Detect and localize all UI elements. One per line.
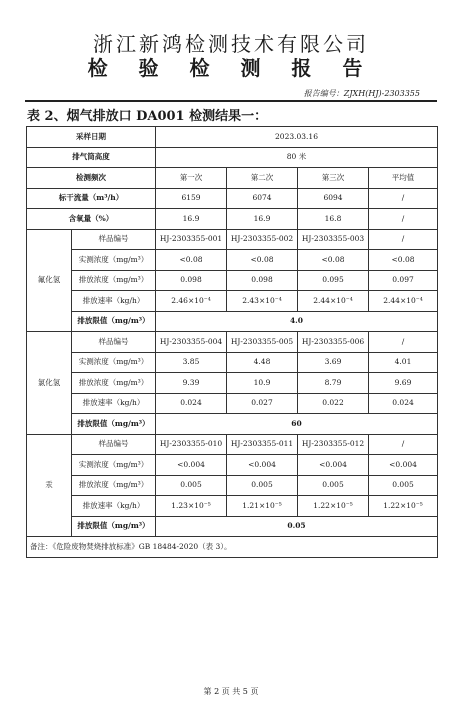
- table-cell: 0.024: [156, 393, 227, 414]
- table-cell: 0.098: [156, 270, 227, 291]
- sampling-date-label: 采样日期: [27, 127, 156, 148]
- table-cell: 6074: [227, 188, 298, 209]
- table-cell: /: [369, 188, 438, 209]
- limit-value: 4.0: [156, 311, 438, 332]
- table-cell: 16.8: [298, 209, 369, 230]
- table-row: [27, 496, 438, 517]
- table-cell: 3.85: [156, 352, 227, 373]
- table-cell: 6094: [298, 188, 369, 209]
- table-cell: 0.095: [298, 270, 369, 291]
- table-row: [27, 516, 438, 537]
- table-cell: 9.39: [156, 373, 227, 394]
- table-cell: HJ-2303355-003: [298, 229, 369, 250]
- table-cell: 16.9: [227, 209, 298, 230]
- col-header: 第二次: [227, 168, 298, 189]
- table-row: [27, 414, 438, 435]
- table-title: 表 2、烟气排放口 DA001 检测结果一：: [27, 109, 268, 124]
- table-cell: HJ-2303355-004: [156, 332, 227, 353]
- table-cell: 2.43×10⁻⁴: [227, 291, 298, 312]
- table-row: [27, 168, 438, 189]
- table-cell: 16.9: [156, 209, 227, 230]
- table-row: [27, 537, 438, 558]
- pollutant-name: 氯化氢: [27, 332, 72, 435]
- pollutant-name: 氟化氢: [27, 229, 72, 332]
- table-cell: HJ-2303355-012: [298, 434, 369, 455]
- table-row: [27, 147, 438, 168]
- table-cell: <0.08: [298, 250, 369, 271]
- table-cell: /: [369, 229, 438, 250]
- table-cell: 0.022: [298, 393, 369, 414]
- sampling-date-value: 2023.03.16: [156, 127, 438, 148]
- company-name: 浙江新鸿检测技术有限公司: [93, 32, 369, 56]
- table-cell: <0.004: [227, 455, 298, 476]
- table-cell: /: [369, 332, 438, 353]
- limit-value: 60: [156, 414, 438, 435]
- table-cell: 0.005: [369, 475, 438, 496]
- table-cell: HJ-2303355-001: [156, 229, 227, 250]
- table-cell: <0.004: [156, 455, 227, 476]
- table-row: [27, 270, 438, 291]
- pollutant-name: 汞: [27, 434, 72, 537]
- table-cell: 10.9: [227, 373, 298, 394]
- col-header: 第三次: [298, 168, 369, 189]
- table-cell: 0.005: [227, 475, 298, 496]
- table-cell: 0.098: [227, 270, 298, 291]
- frequency-label: 检测频次: [27, 168, 156, 189]
- table-cell: 1.21×10⁻⁵: [227, 496, 298, 517]
- row-label: 排放速率（kg/h）: [72, 291, 156, 312]
- table-cell: 9.69: [369, 373, 438, 394]
- table-cell: 4.01: [369, 352, 438, 373]
- table-cell: HJ-2303355-011: [227, 434, 298, 455]
- limit-label: 排放限值（mg/m³）: [72, 311, 156, 332]
- row-label: 排放速率（kg/h）: [72, 496, 156, 517]
- table-row: [27, 455, 438, 476]
- row-label: 排放浓度（mg/m³）: [72, 270, 156, 291]
- table-row: [27, 291, 438, 312]
- table-row: [27, 434, 438, 455]
- table-cell: HJ-2303355-010: [156, 434, 227, 455]
- table-cell: 6159: [156, 188, 227, 209]
- table-cell: 0.005: [298, 475, 369, 496]
- page-footer: 第 2 页 共 5 页: [203, 687, 259, 696]
- flow-label: 标干流量（m³/h）: [27, 188, 156, 209]
- table-row: [27, 209, 438, 230]
- row-label: 样品编号: [72, 434, 156, 455]
- note: 备注：《危险废物焚烧排放标准》GB 18484-2020（表 3）。: [27, 537, 438, 558]
- table-cell: <0.004: [298, 455, 369, 476]
- col-header: 第一次: [156, 168, 227, 189]
- table-cell: <0.08: [369, 250, 438, 271]
- table-cell: 8.79: [298, 373, 369, 394]
- table-cell: 3.69: [298, 352, 369, 373]
- table-cell: 0.005: [156, 475, 227, 496]
- stack-height-value: 80 米: [156, 147, 438, 168]
- table-cell: 1.22×10⁻⁵: [298, 496, 369, 517]
- row-label: 样品编号: [72, 332, 156, 353]
- table-row: [27, 188, 438, 209]
- row-label: 排放浓度（mg/m³）: [72, 373, 156, 394]
- row-label: 实测浓度（mg/m³）: [72, 455, 156, 476]
- table-cell: HJ-2303355-006: [298, 332, 369, 353]
- table-cell: 4.48: [227, 352, 298, 373]
- table-cell: <0.004: [369, 455, 438, 476]
- table-row: [27, 475, 438, 496]
- table-row: [27, 229, 438, 250]
- report-number: 报告编号：ZJXH(HJ)-2303355: [303, 89, 420, 98]
- table-row: [27, 373, 438, 394]
- table-row: [27, 352, 438, 373]
- table-cell: <0.08: [156, 250, 227, 271]
- limit-value: 0.05: [156, 516, 438, 537]
- table-row: [27, 127, 438, 148]
- row-label: 实测浓度（mg/m³）: [72, 250, 156, 271]
- table-row: [27, 311, 438, 332]
- table-row: [27, 393, 438, 414]
- table-cell: 1.23×10⁻⁵: [156, 496, 227, 517]
- table-cell: HJ-2303355-002: [227, 229, 298, 250]
- oxygen-label: 含氧量（%）: [27, 209, 156, 230]
- row-label: 样品编号: [72, 229, 156, 250]
- limit-label: 排放限值（mg/m³）: [72, 516, 156, 537]
- table-cell: 0.027: [227, 393, 298, 414]
- report-title: 检 验 检 测 报 告: [87, 56, 375, 80]
- limit-label: 排放限值（mg/m³）: [72, 414, 156, 435]
- table-row: [27, 250, 438, 271]
- table-cell: 0.024: [369, 393, 438, 414]
- table-cell: 0.097: [369, 270, 438, 291]
- table-cell: <0.08: [227, 250, 298, 271]
- table-cell: /: [369, 209, 438, 230]
- table-cell: 2.46×10⁻⁴: [156, 291, 227, 312]
- results-table: [26, 126, 438, 558]
- row-label: 排放浓度（mg/m³）: [72, 475, 156, 496]
- table-row: [27, 332, 438, 353]
- table-cell: /: [369, 434, 438, 455]
- header-divider: [25, 100, 437, 102]
- row-label: 实测浓度（mg/m³）: [72, 352, 156, 373]
- table-cell: 2.44×10⁻⁴: [298, 291, 369, 312]
- table-cell: HJ-2303355-005: [227, 332, 298, 353]
- table-cell: 2.44×10⁻⁴: [369, 291, 438, 312]
- table-cell: 1.22×10⁻⁵: [369, 496, 438, 517]
- row-label: 排放速率（kg/h）: [72, 393, 156, 414]
- col-header: 平均值: [369, 168, 438, 189]
- stack-height-label: 排气筒高度: [27, 147, 156, 168]
